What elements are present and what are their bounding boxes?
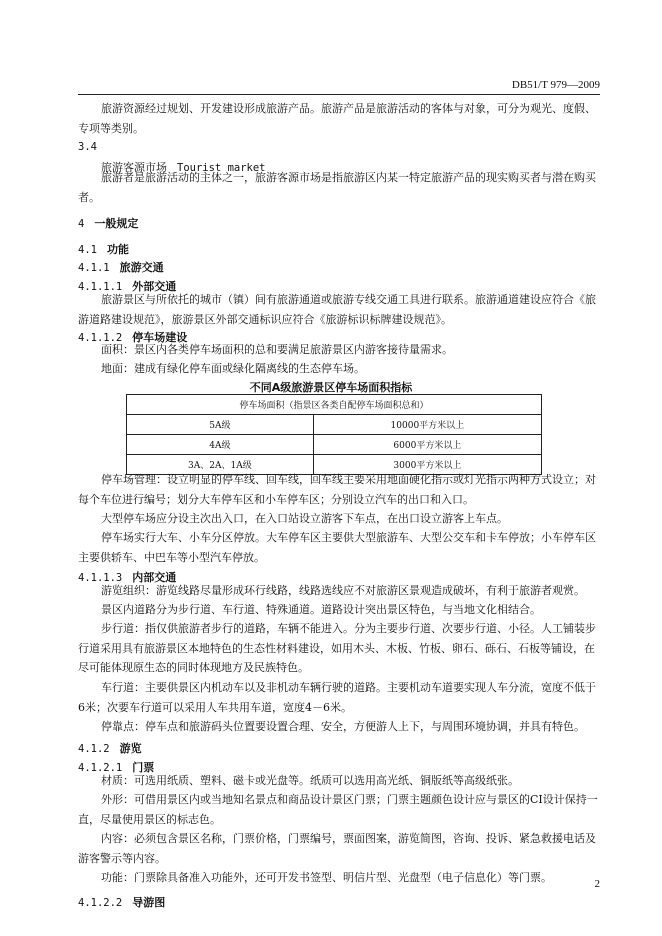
table-row [127, 415, 542, 435]
paragraph-tourism-product: 旅游资源经过规划、开发建设形成旅游产品。旅游产品是旅游活动的客体与对象，可分为观光、度假、专项等类别。 [78, 102, 596, 135]
heading-4-1-1 [78, 259, 164, 275]
section-title: 一般规定 [94, 217, 139, 230]
section-number: 4.1.1.2 [78, 332, 123, 344]
section-number: 4.1.2.1 [78, 762, 123, 774]
page-number: 2 [594, 878, 600, 890]
section-number: 4.1.1 [78, 262, 110, 274]
section-number: 3.4 [78, 141, 97, 153]
paragraph-carriageway: 车行道：主要供景区内机动车以及非机动车辆行驶的道路。主要机动车道要实现人车分流，宽度不低于6米；次要车行道可以采用人车共用车道，宽度4－6米。 [78, 681, 596, 714]
section-title: 游览 [119, 742, 142, 755]
parking-area-table [126, 394, 542, 475]
table-caption: 不同A级旅游景区停车场面积指标 [249, 381, 413, 394]
heading-4-1 [78, 241, 129, 257]
section-title: 外部交通 [132, 280, 177, 293]
paragraph-parking-entrances: 大型停车场应分设主次出入口，在入口站设立游客下车点，在出口设立游客上车点。 [101, 512, 508, 525]
paragraph-ticket-material: 材质：可选用纸质、塑料、磁卡或光盘等。纸质可以选用高光纸、铜版纸等高级纸张。 [101, 774, 519, 787]
section-title: 功能 [106, 243, 129, 256]
section-number: 4.1.2 [78, 743, 110, 755]
document-number: DB51/T 979—2009 [511, 79, 600, 91]
section-number: 4.1.1.3 [78, 572, 123, 584]
heading-4-1-2-2 [78, 894, 165, 910]
table-header-cell: 停车场面积（指景区各类自配停车场面积总和） [127, 395, 542, 415]
paragraph-parking-zones: 停车场实行大车、小车分区停放。大车停车区主要供大型旅游车、大型公交车和卡车停放；小车停车区主要供轿车、中巴车等小型汽车停放。 [78, 531, 596, 564]
table-cell-area: 10000平方米以上 [313, 415, 541, 435]
paragraph-road-types: 景区内道路分为步行道、车行道、特殊通道。道路设计突出景区特色，与当地文化相结合。 [101, 603, 541, 616]
section-title: 导游图 [132, 896, 166, 909]
table-cell-area: 6000平方米以上 [313, 435, 541, 455]
table-cell-level: 4A级 [127, 435, 314, 455]
paragraph-parking-management: 停车场管理：设立明显的停车线、回车线，回车线主要采用地面硬化指示或灯光指示两种方式设立；对每个车位进行编号；划分大车停车区和小车停车区；分别设立汽车的出口和入口。 [78, 473, 596, 506]
term-en: Tourist market [177, 162, 266, 174]
paragraph-tour-organization: 游览组织：游览线路尽量形成环行线路，线路选线应不对旅游区景观造成破坏，有利于旅游者观赏。 [101, 584, 585, 597]
section-number: 4.1.2.2 [78, 897, 123, 909]
table-cell-area: 3000平方米以上 [313, 455, 541, 475]
table-row [127, 435, 542, 455]
section-title: 内部交通 [132, 571, 177, 584]
section-number: 4 [78, 218, 85, 230]
term-cn: 旅游客源市场 [101, 161, 167, 174]
paragraph-ticket-shape: 外形：可借用景区内或当地知名景点和商品设计景区门票；门票主题颜色设计应与景区的CI设计保持一直，尽量使用景区的标志色。 [78, 793, 598, 826]
paragraph-external-traffic: 旅游景区与所依托的城市（镇）间有旅游通道或旅游专线交通工具进行联系。旅游通道建设应符合《旅游道路建设规范》，旅游景区外部交通标识应符合《旅游标识标牌建设规范》。 [78, 293, 596, 326]
paragraph-parking-ground: 地面：建成有绿化停车面或绿化隔离线的生态停车场。 [101, 362, 365, 375]
section-title: 旅游交通 [119, 261, 164, 274]
paragraph-ticket-function: 功能：门票除具备准入功能外，还可开发书签型、明信片型、光盘型（电子信息化）等门票。 [101, 871, 552, 884]
section-number: 4.1 [78, 244, 97, 256]
heading-4 [78, 215, 138, 231]
header-rule [78, 94, 600, 95]
paragraph-stops: 停靠点：停车点和旅游码头位置要设置合理、安全，方便游人上下，与周围环境协调，并具有特色。 [101, 720, 585, 733]
heading-4-1-2 [78, 740, 142, 756]
section-title: 门票 [132, 761, 155, 774]
section-3-4-number [78, 140, 97, 153]
paragraph-tourist-market: 旅游者是旅游活动的主体之一，旅游客源市场是指旅游区内某一特定旅游产品的现实购买者与潜在购买者。 [78, 171, 596, 204]
section-number: 4.1.1.1 [78, 281, 123, 293]
section-title: 停车场建设 [132, 331, 188, 344]
paragraph-footpath: 步行道：指仅供旅游者步行的道路，车辆不能进入。分为主要步行道、次要步行道、小径。人工铺装步行道采用具有旅游景区本地特色的生态性材料建设，如用木头、木板、竹板、卵石、砾石、石板等铺设，在尽可能体现原生态的同时体现地方及民族特色。 [78, 622, 596, 674]
paragraph-parking-area: 面积：景区内各类停车场面积的总和要满足旅游景区内游客接待量需求。 [101, 343, 453, 356]
table-header-row [127, 395, 542, 415]
paragraph-ticket-content: 内容：必须包含景区名称，门票价格，门票编号，票面图案，游览简图，咨询、投诉、紧急救援电话及游客警示等内容。 [78, 832, 596, 865]
table-cell-level: 3A、2A、1A级 [127, 455, 314, 475]
table-cell-level: 5A级 [127, 415, 314, 435]
